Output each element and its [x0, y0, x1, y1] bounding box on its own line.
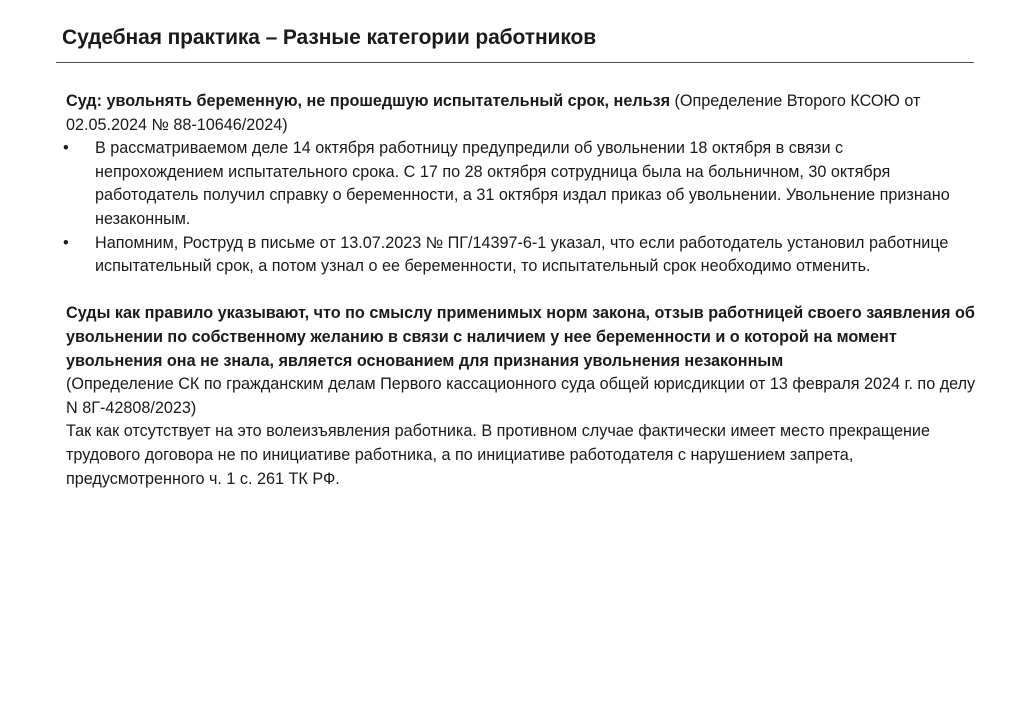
paragraph-spacer: [66, 279, 976, 303]
bullet-text: В рассматриваемом деле 14 октября работницу предупредили об увольнении 18 октября в связи с непрохождением испытательного срока. С 17 по 28 октября сотрудница была на больничном, 30 октября работодатель получил справку о беременности, а 31 октября издал приказ об увольнении. Увольнение признано незаконным.: [95, 139, 950, 228]
case-heading: [66, 90, 976, 137]
list-item: [63, 232, 976, 279]
list-item: [63, 137, 976, 231]
bullet-icon: •: [63, 233, 69, 252]
courts-reference: (Определение СК по гражданским делам Первого кассационного суда общей юрисдикции от 13 февраля 2024 г. по делу N 8Г-42808/2023): [66, 375, 976, 417]
slide-title: Судебная практика – Разные категории работников: [62, 26, 597, 49]
case-heading-bold: Суд: увольнять беременную, не прошедшую испытательный срок, нельзя: [66, 92, 671, 110]
bullet-icon: •: [63, 139, 69, 158]
case-bullet-list: [63, 137, 976, 279]
courts-summary-heading: Суды как правило указывают, что по смыслу применимых норм закона, отзыв работницей своего заявления об увольнении по собственному желанию в связи с наличием у нее беременности и о которой на момент увольнения она не знала, является основанием для признания увольнения незаконным: [66, 304, 975, 370]
courts-explanation: Так как отсутствует на это волеизъявления работника. В противном случае фактически имеет место прекращение трудового договора не по инициативе работника, а по инициативе работодателя с нарушением запрета, предусмотренного ч. 1 с. 261 ТК РФ.: [66, 422, 930, 488]
bullet-text: Напомним, Роструд в письме от 13.07.2023 № ПГ/14397-6-1 указал, что если работодатель установил работнице испытательный срок, а потом узнал о ее беременности, то испытательный срок необходимо отменить.: [95, 233, 949, 276]
case-heading-reference: (Определение Второго КСОЮ от 02.05.2024 № 88-10646/2024): [66, 92, 921, 134]
slide-content: [63, 90, 976, 491]
title-divider: [56, 62, 974, 63]
